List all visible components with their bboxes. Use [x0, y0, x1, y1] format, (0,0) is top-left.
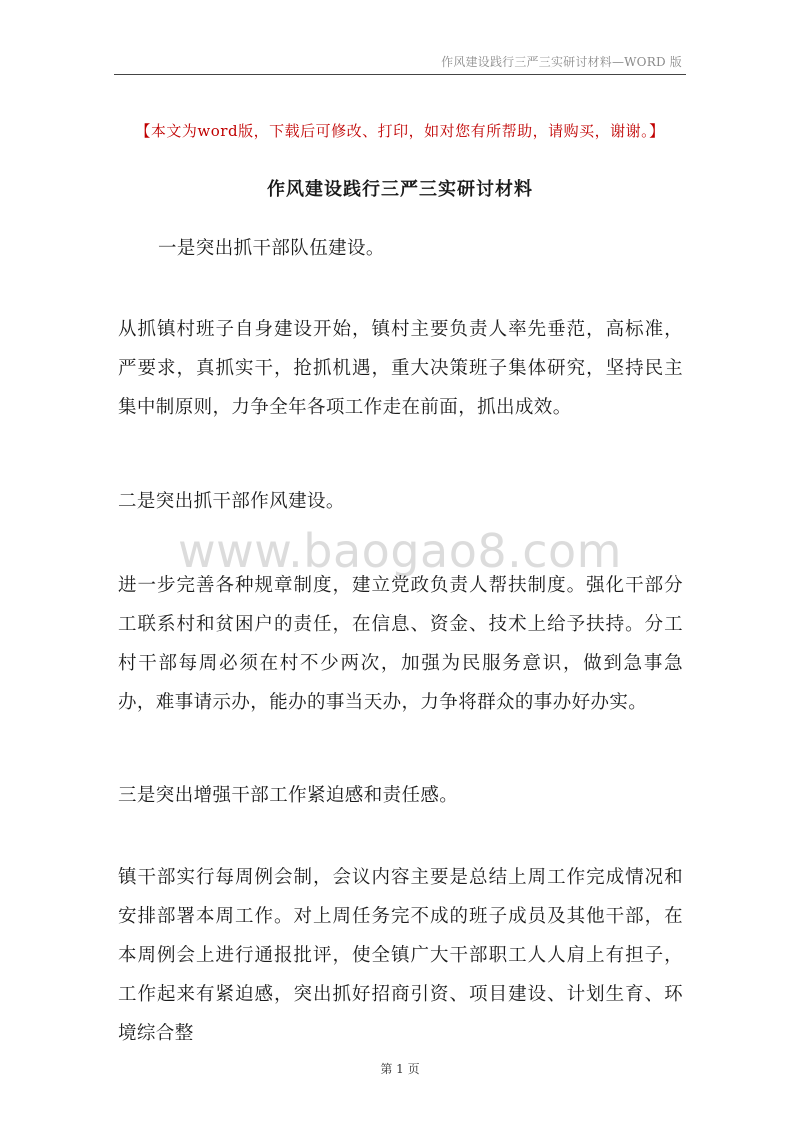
document-title: 作风建设践行三严三实研讨材料 — [267, 179, 533, 200]
paragraph-6: 镇干部实行每周例会制，会议内容主要是总结上周工作完成情况和安排部署本周工作。对上周任务完不成的班子成员及其他干部，在本周例会上进行通报批评，使全镇广大干部职工人人肩上有担子，工作起来有紧迫感，突出抓好招商引资、项目建设、计划生育、环境综合整 — [118, 867, 683, 1044]
download-notice: 【本文为word版，下载后可修改、打印，如对您有所帮助，请购买，谢谢。】 — [135, 122, 665, 140]
running-header: 作风建设践行三严三实研讨材料—WORD 版 — [441, 55, 682, 69]
paragraph-2: 从抓镇村班子自身建设开始，镇村主要负责人率先垂范，高标准，严要求，真抓实干，抢抓机遇，重大决策班子集体研究，坚持民主集中制原则，力争全年各项工作走在前面，抓出成效。 — [118, 319, 683, 418]
paragraph-1: 一是突出抓干部队伍建设。 — [158, 238, 385, 259]
paragraph-5: 三是突出增强干部工作紧迫感和责任感。 — [118, 785, 459, 806]
paragraph-3: 二是突出抓干部作风建设。 — [118, 491, 345, 512]
watermark: www.baogao8.com — [178, 524, 622, 578]
paragraph-4: 进一步完善各种规章制度，建立党政负责人帮扶制度。强化干部分工联系村和贫困户的责任，在信息、资金、技术上给予扶持。分工村干部每周必须在村不少两次，加强为民服务意识，做到急事急办，难事请示办，能办的事当天办，力争将群众的事办好办实。 — [118, 575, 683, 713]
header-divider — [114, 74, 686, 75]
page-number: 第 1 页 — [380, 1062, 420, 1076]
